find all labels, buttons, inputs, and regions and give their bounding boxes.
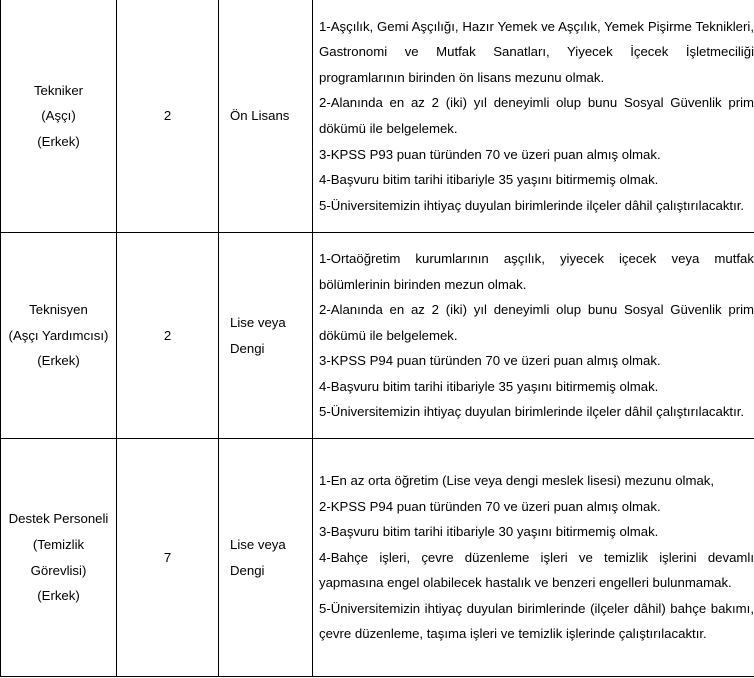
requirement-item: 3-KPSS P93 puan türünden 70 ve üzeri puan almış olmak. (319, 146, 661, 162)
education-level-line: Dengi (230, 340, 265, 356)
education-level-line: Ön Lisans (230, 108, 290, 124)
position-title-line: (Aşçı) (41, 108, 76, 124)
requirement-item: 2-Alanında en az 2 (iki) yıl deneyimli olup bunu Sosyal Güvenlik prim dökümü ile belgelemek. (319, 95, 754, 136)
position-title-cell (1, 439, 117, 677)
education-level-cell (219, 439, 313, 677)
position-title-line: Tekniker (33, 82, 84, 98)
requirement-item: 3-KPSS P94 puan türünden 70 ve üzeri puan almış olmak. (319, 353, 661, 369)
position-title-line: (Erkek) (37, 353, 80, 369)
requirement-item: 4-Başvuru bitim tarihi itibariyle 35 yaşını bitirmemiş olmak. (319, 378, 659, 394)
table-body (1, 0, 754, 677)
position-count: 2 (163, 327, 172, 343)
position-count: 2 (163, 108, 172, 124)
education-level-line: Lise veya (230, 314, 286, 330)
requirement-item: 4-Bahçe işleri, çevre düzenleme işleri ve temizlik işlerini devamlı yapmasına engel olabilecek hastalık ve benzeri engelleri bulunmamak. (319, 549, 754, 591)
position-title-line: (Temizlik (32, 536, 85, 552)
education-level-line: Dengi (230, 562, 265, 578)
position-count-cell (117, 0, 219, 233)
position-title-line: (Aşçı Yardımcısı) (8, 327, 109, 343)
position-title-line: (Erkek) (37, 133, 80, 149)
position-count-cell (117, 233, 219, 439)
position-count-cell (117, 439, 219, 677)
requirement-item: 3-Başvuru bitim tarihi itibariyle 30 yaşını bitirmemiş olmak. (319, 524, 659, 540)
requirement-item: 2-Alanında en az 2 (iki) yıl deneyimli olup bunu Sosyal Güvenlik prim dökümü ile belgelemek. (319, 302, 754, 343)
requirements-cell (313, 439, 754, 677)
requirement-item: 1-En az orta öğretim (Lise veya dengi meslek lisesi) mezunu olmak, (319, 472, 715, 488)
position-title-line: Teknisyen (29, 302, 88, 318)
education-level-cell (219, 233, 313, 439)
education-level-cell (219, 0, 313, 233)
table-row (1, 0, 754, 233)
requirement-item: 1-Ortaöğretim kurumlarının aşçılık, yiyecek içecek veya mutfak bölümlerinin birinden mezun olmak. (319, 250, 754, 292)
position-title-cell (1, 233, 117, 439)
requirement-item: 4-Başvuru bitim tarihi itibariyle 35 yaşını bitirmemiş olmak. (319, 172, 659, 188)
requirements-cell (313, 233, 754, 439)
requirement-item: 1-Aşçılık, Gemi Aşçılığı, Hazır Yemek ve Aşçılık, Yemek Pişirme Teknikleri, Gastronomi ve Mutfak Sanatları, Yiyecek İçecek İşletmeciliği programlarının birinden ön lisans mezunu olmak. (319, 18, 754, 85)
table-row (1, 233, 754, 439)
requirement-item: 5-Üniversitemizin ihtiyaç duyulan birimlerinde ilçeler dâhil çalıştırılacaktır. (319, 404, 745, 420)
position-title-line: Görevlisi) (30, 562, 87, 578)
table-row (1, 439, 754, 677)
position-title-cell (1, 0, 117, 233)
position-count: 7 (163, 549, 172, 565)
requirement-item: 5-Üniversitemizin ihtiyaç duyulan birimlerinde ilçeler dâhil çalıştırılacaktır. (319, 197, 745, 213)
requirement-item: 2-KPSS P94 puan türünden 70 ve üzeri puan almış olmak. (319, 498, 661, 514)
position-title-line: (Erkek) (37, 588, 80, 604)
requirement-item: 5-Üniversitemizin ihtiyaç duyulan birimlerinde (ilçeler dâhil) bahçe bakımı, çevre düzenleme, taşıma işleri ve temizlik işlerinde çalıştırılacaktır. (319, 600, 754, 642)
education-level-line: Lise veya (230, 536, 286, 552)
position-title-line: Destek Personeli (8, 511, 109, 527)
requirements-cell (313, 0, 754, 233)
